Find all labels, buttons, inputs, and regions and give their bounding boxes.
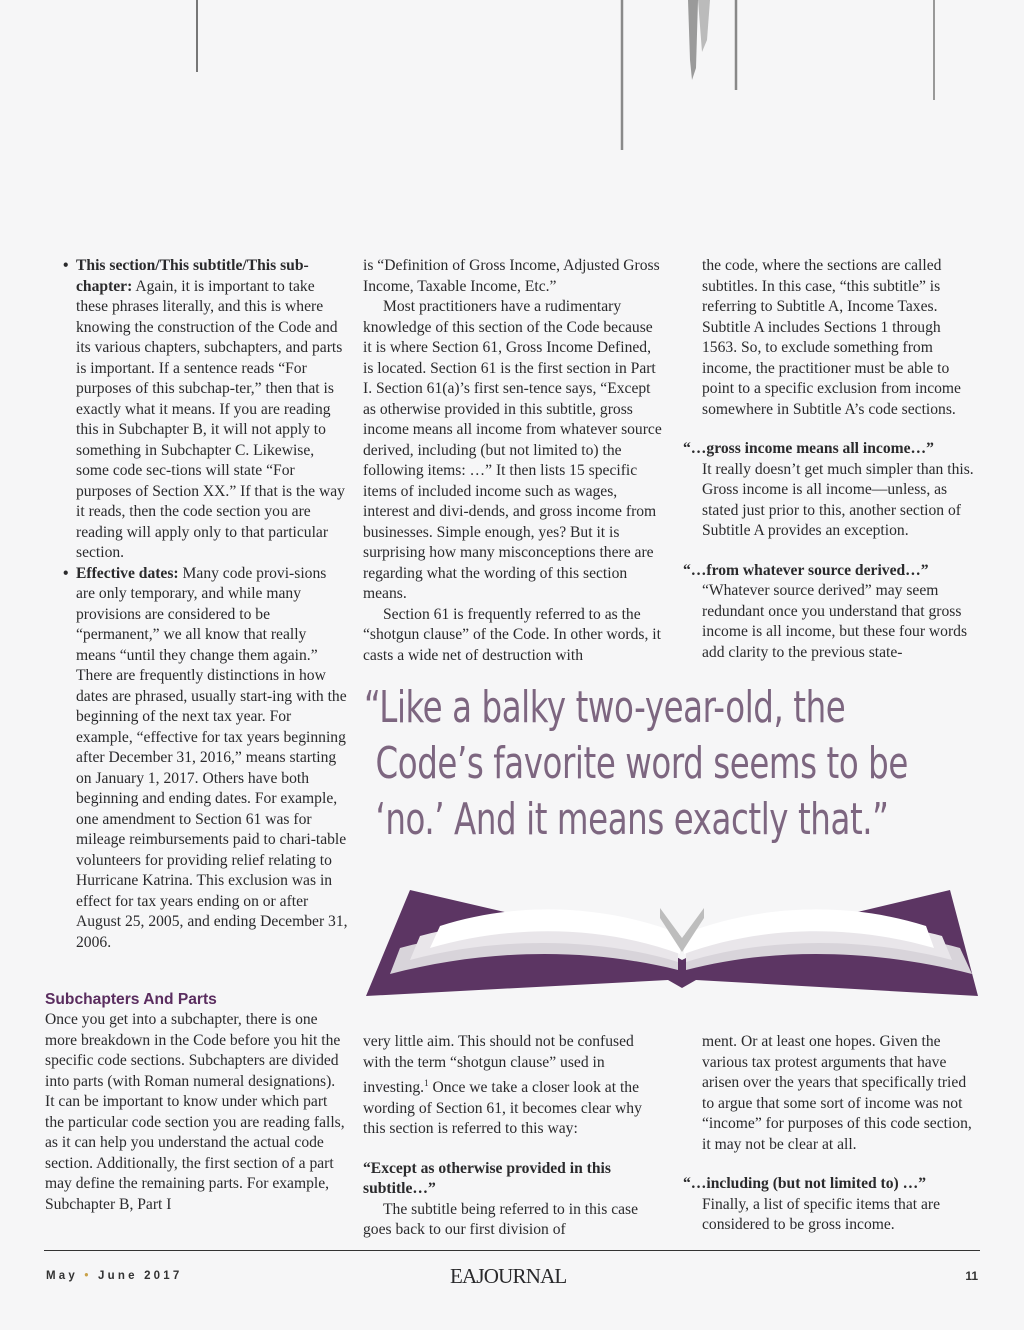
bullet-dot: • <box>63 257 69 274</box>
body-paragraph: Once you get into a subchapter, there is one more breakdown in the Code before you hit the specific code sections. Subchapters are divided into parts (with Roman numeral designations). It can be important to know under which part the particular code section you are reading falls, as it can help you understand the actual code section. Additionally, the first section of a part may define the remaining parts. For example, Subchapter B, Part I <box>45 1011 345 1213</box>
section-heading: Subchapters And Parts <box>45 991 217 1008</box>
body-paragraph: the code, where the sections are called subtitles. In this case, “this subtitle” is referring to Subtitle A, Income Taxes. Subtitle A includes Sections 1 through 1563. So, to exclude something from income, the practitioner must be able to point to a specific exclusion from income somewhere in Subtitle A’s code sections. <box>702 257 961 418</box>
body-paragraph: ment. Or at least one hopes. Given the various tax protest arguments that have arisen over the years that specifically tried to argue that some sort of income was not “income” for purposes of this code section, it may not be clear at all. <box>702 1033 972 1153</box>
column-3-bottom <box>683 1032 975 1236</box>
page-number: 11 <box>965 1269 978 1283</box>
bullet-this-section: • This section/This subtitle/This sub-chapter: Again, it is important to take these phrases literally, and this is where knowing the construction of the Code and its various chapters, subchapters, and parts is important. If a sentence reads “For purposes of this subchap-ter,” then that is exactly what it means. If you are reading this in Subchapter B, it will not apply to something in Subchapter C. Likewise, some code sec-tions will state “For purposes of Section XX.” If that is the way it reads, then the code section you are reading will apply only to that particular section. <box>63 257 345 561</box>
column-2-bottom <box>363 1032 663 1241</box>
pull-quote: “Like a balky two-year-old, the Code’s favorite word seems to be ‘no.’ And it means exactly that.” <box>364 682 908 845</box>
subheading: “…including (but not limited to) …” <box>683 1175 927 1192</box>
subheading: “Except as otherwise provided in this subtitle…” <box>363 1159 611 1198</box>
body-paragraph: very little aim. This should not be confused with the term “shotgun clause” used in investing.$^1$ Once we take a closer look at the wording of Section 61, it becomes clear why this section is referred to this way: <box>363 1033 642 1138</box>
bullet-dot: • <box>63 564 69 582</box>
column-2-top <box>363 256 663 666</box>
decorative-hanging-lines <box>0 0 1024 240</box>
body-paragraph: “Whatever source derived” may seem redundant once you understand that gross income is all income, but these four words add clarity to the previous state- <box>702 582 968 661</box>
bullet-effective-dates: • Effective dates: Many code provi-sions are only temporary, and while many provisions are considered to be “permanent,” we all know that really means “until they change them again.” There are frequently distinctions in how dates are phrased, usually start-ing with the beginning of the next tax year. For example, “effective for tax years beginning after December 31, 2016,” means starting on January 1, 2017. Others have both beginning and ending dates. For example, one amendment to Section 61 was for mileage reimbursements paid to chari-table volunteers for providing relief relating to Hurricane Katrina. This exclusion was in effect for tax years ending on or after August 25, 2005, and ending December 31, 2006. <box>63 564 348 951</box>
body-paragraph: Finally, a list of specific items that are considered to be gross income. <box>702 1195 941 1233</box>
body-paragraph: It really doesn’t get much simpler than this. Gross income is all income—unless, as stated just prior to this, another section of Subtitle A provides an exception. <box>702 460 974 539</box>
subheading: “…gross income means all income…” <box>683 440 934 457</box>
column-1 <box>63 256 348 953</box>
subheading: “…from whatever source derived…” <box>683 561 929 579</box>
footnote-ref: 1 <box>424 1078 429 1088</box>
ea-journal-logo: EAJOURNAL <box>450 1264 567 1288</box>
body-paragraph: Most practitioners have a rudimentary knowledge of this section of the Code because it is where Section 61, Gross Income Defined, is located. Section 61 is the first section in Part I. Section 61(a)’s first sen-tence says, “Except as otherwise provided in this subtitle, gross income means all income from whatever source derived, including (but not limited to) the following items: …” It then lists 15 specific items of included income such as wages, interest and divi-dends, and gross income from businesses. Simple enough, yes? But it is surprising how many misconceptions there are regarding what the wording of this section means. <box>363 298 662 602</box>
body-paragraph: The subtitle being referred to in this case goes back to our first division of <box>363 1200 639 1239</box>
body-paragraph: Section 61 is frequently referred to as the “shotgun clause” of the Code. In other words, it casts a wide net of destruction with <box>363 605 661 664</box>
body-paragraph: is “Definition of Gross Income, Adjusted Gross Income, Taxable Income, Etc.” <box>363 257 660 295</box>
issue-date: May • June 2017 <box>46 1270 183 1282</box>
subchapters-section <box>45 990 345 1215</box>
column-3-top <box>683 256 975 663</box>
open-book-illustration <box>360 878 980 1008</box>
footer-rule <box>44 1250 980 1251</box>
